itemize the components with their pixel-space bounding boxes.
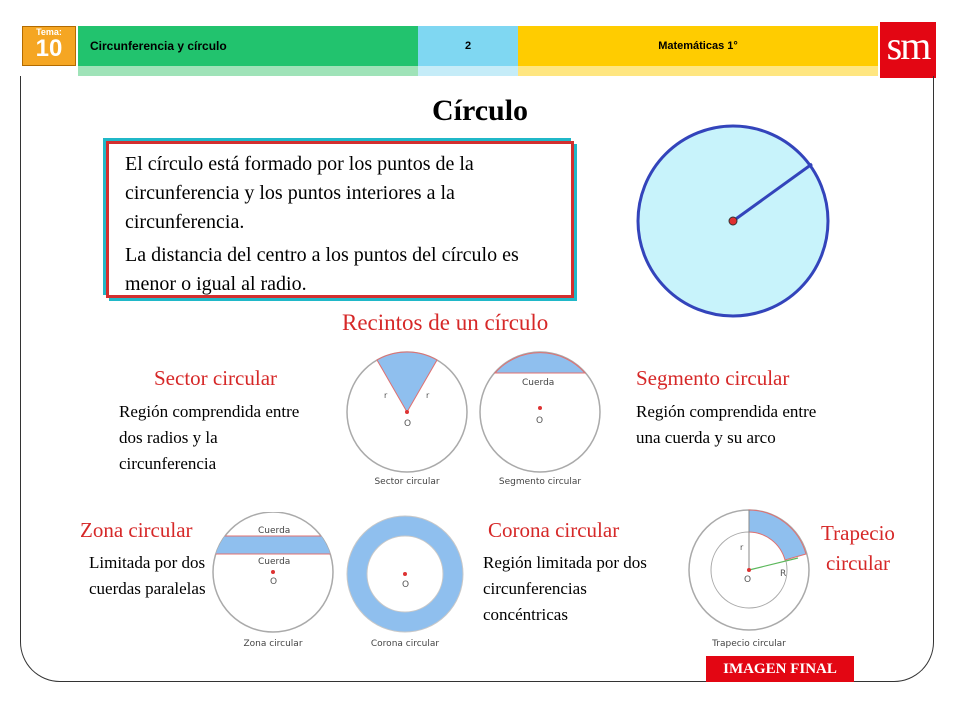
trapezoid-caption: Trapecio circular: [712, 639, 786, 649]
trapezoid-title: Trapecio circular: [821, 521, 895, 575]
header-strip-cyan: [418, 66, 518, 76]
page-title: Círculo: [431, 94, 529, 127]
segment-label-o: O: [536, 416, 544, 426]
trapezoid-label-o: O: [744, 575, 752, 585]
trapezoid-label-r-big: R: [780, 569, 787, 579]
sector-label-o: O: [404, 419, 412, 429]
subject: Matemáticas 1°: [658, 40, 738, 52]
sector-description: Región comprendida entre dos radios y la circunferencia: [119, 402, 300, 473]
zone-caption: Zona circular: [243, 639, 303, 649]
unit-title: Circunferencia y círculo: [90, 39, 227, 53]
header-strip-yellow: [518, 66, 878, 76]
center-point: [729, 217, 737, 225]
page-number: 2: [464, 40, 472, 52]
zone-figure: [210, 512, 340, 652]
segment-caption: Segmento circular: [498, 477, 582, 487]
trapezoid-figure: [686, 506, 816, 652]
subject-bar: [518, 26, 878, 66]
sector-label-r1: r: [384, 391, 388, 400]
zone-label-o: O: [270, 577, 278, 587]
definition-box: [106, 141, 574, 298]
imagen-final-button[interactable]: IMAGEN FINAL: [706, 656, 854, 682]
page-number-bar: [418, 26, 518, 66]
tema-number: 10: [35, 35, 63, 62]
segment-description: Región comprendida entre una cuerda y su arco: [636, 402, 817, 447]
tema-badge: [22, 26, 76, 66]
crown-figure: [340, 512, 470, 652]
sm-logo: sm: [880, 22, 936, 78]
crown-label-o: O: [402, 580, 410, 590]
tema-label: Tema:: [36, 27, 62, 37]
header-strip-green: [78, 66, 418, 76]
definition-paragraph-2: La distancia del centro a los puntos del círculo es menor o igual al radio.: [125, 244, 519, 295]
crown-title: Corona circular: [488, 518, 620, 542]
zone-title: Zona circular: [80, 518, 193, 542]
circle-illustration: [630, 124, 830, 324]
sector-figure: [344, 350, 474, 490]
segment-figure: [478, 350, 608, 490]
crown-caption: Corona circular: [370, 639, 440, 649]
zone-label-cuerda-2: Cuerda: [258, 557, 291, 567]
crown-description: Región limitada por dos circunferencias concéntricas: [483, 553, 647, 624]
sector-label-r2: r: [426, 391, 430, 400]
zone-label-cuerda-1: Cuerda: [258, 526, 291, 536]
trapezoid-label-r: r: [740, 543, 744, 552]
unit-title-bar: [78, 26, 418, 66]
sector-caption: Sector circular: [374, 477, 440, 487]
sector-title: Sector circular: [154, 366, 278, 390]
regions-heading: Recintos de un círculo: [342, 310, 549, 335]
segment-label-cuerda: Cuerda: [522, 378, 555, 388]
definition-paragraph-1: El círculo está formado por los puntos de la circunferencia y los puntos interiores a la circunferencia.: [125, 153, 474, 233]
segment-title: Segmento circular: [636, 366, 790, 390]
zone-description: Limitada por dos cuerdas paralelas: [89, 553, 206, 598]
